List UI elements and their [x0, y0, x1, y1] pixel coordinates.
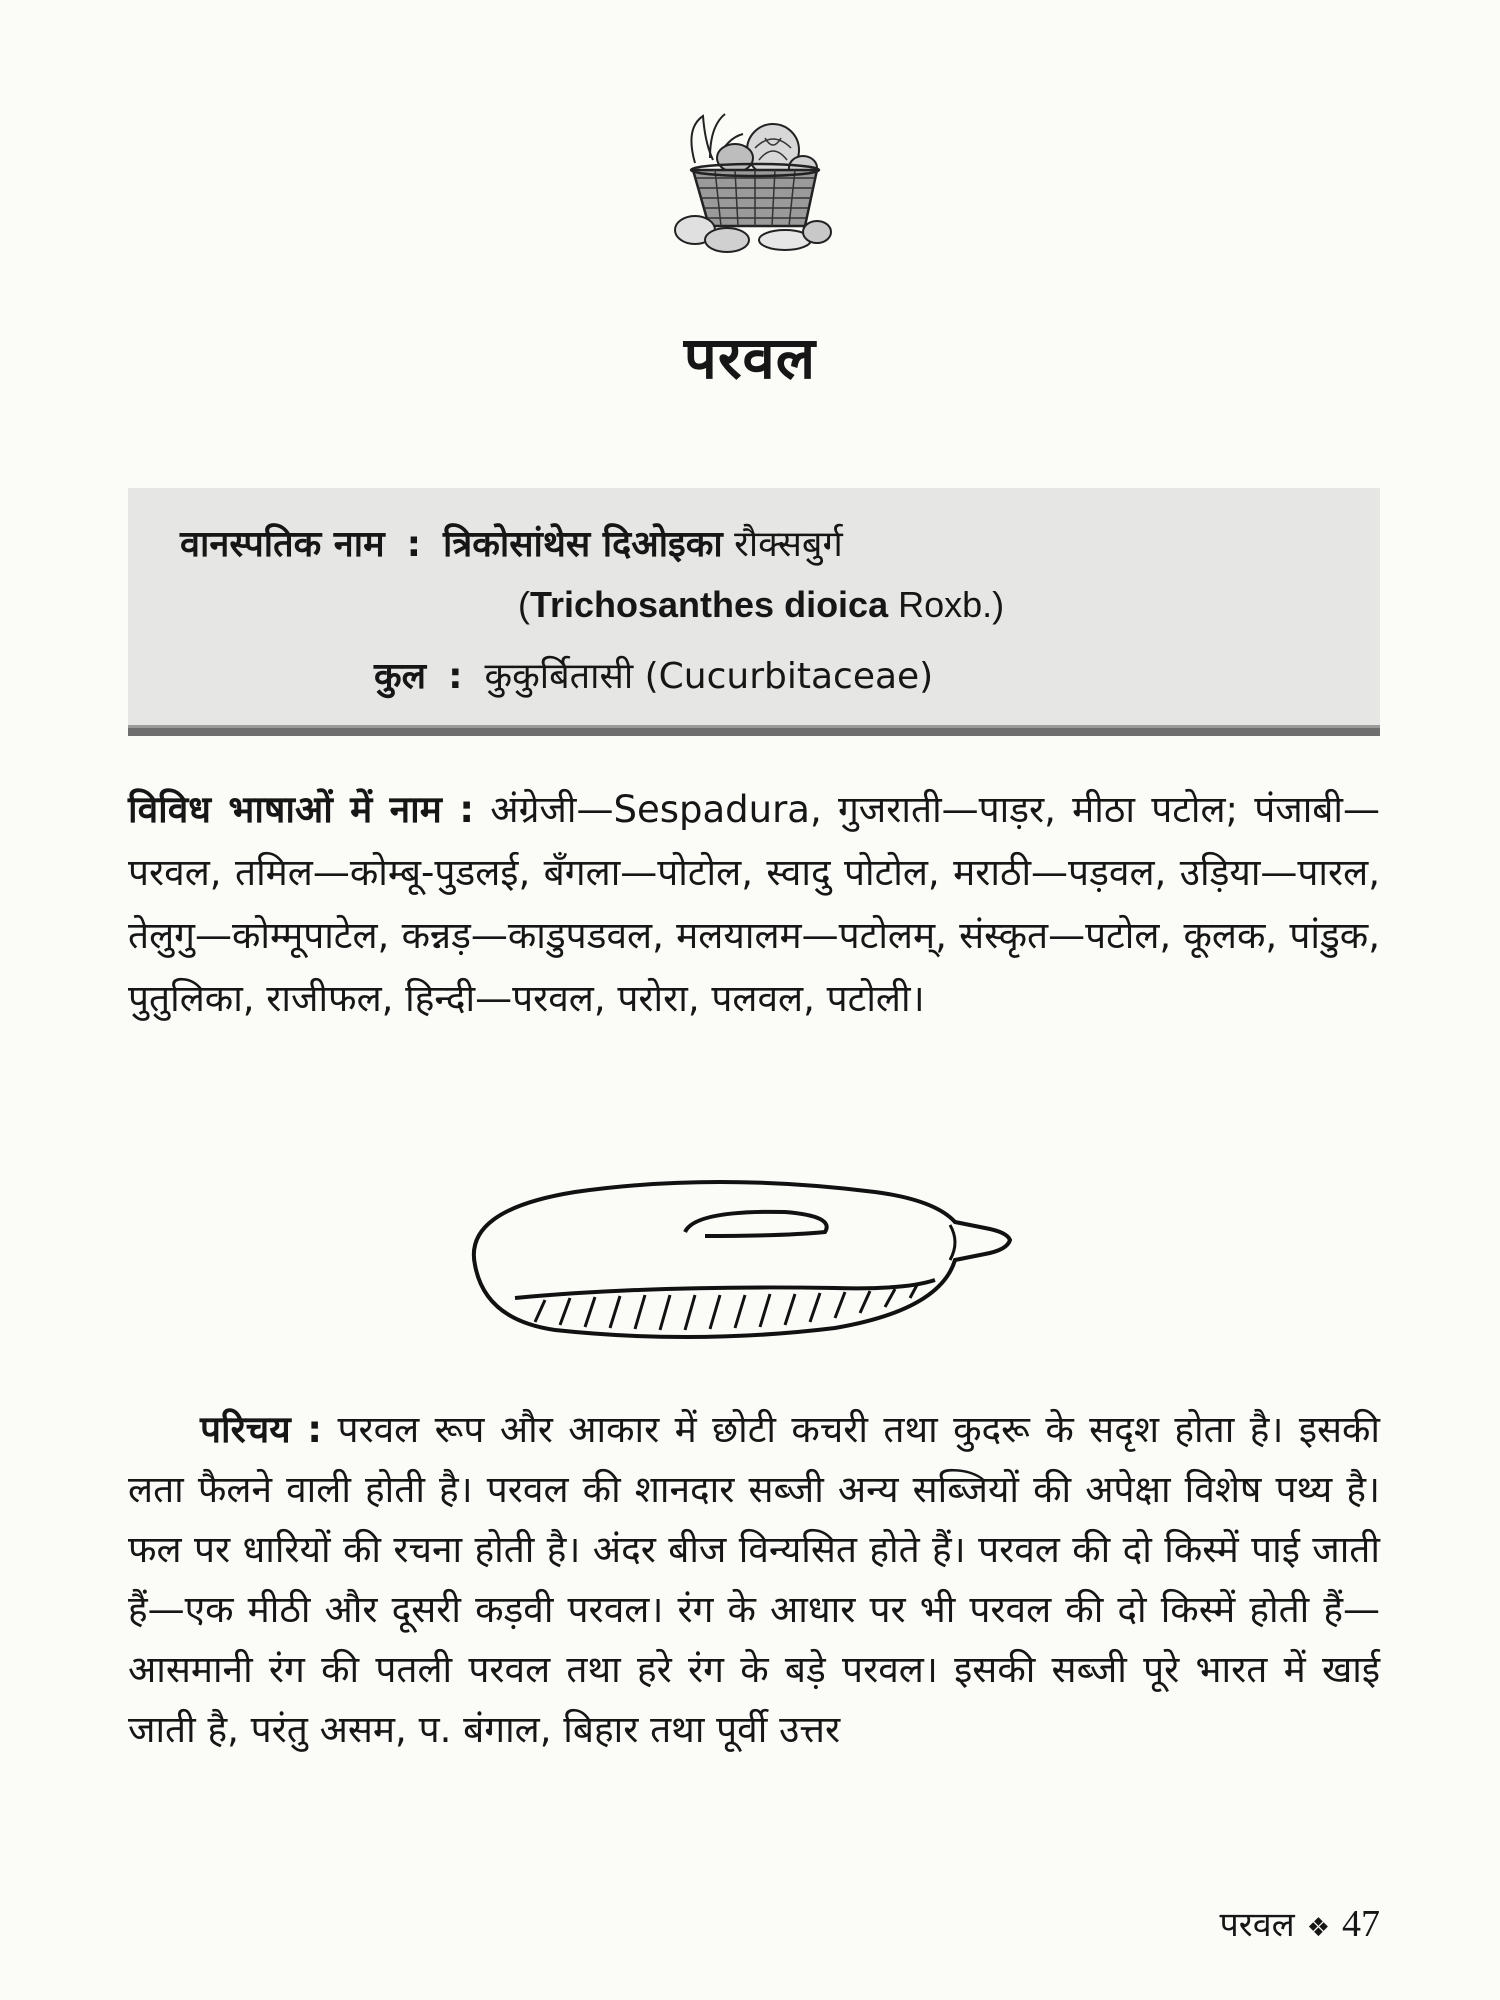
latin-author: Roxb.): [898, 584, 1005, 625]
ornament-icon: ❖: [1306, 1913, 1330, 1943]
regional-names-label: विविध भाषाओं में नाम :: [128, 788, 475, 831]
regional-names-paragraph: [128, 778, 1380, 1030]
family-separator: :: [448, 656, 463, 697]
latin-name-row: [518, 584, 1004, 626]
botanical-author-hindi: रौक्सबुर्ग: [734, 524, 843, 565]
introduction-label: परिचय :: [200, 1408, 323, 1451]
botanical-name-row: [180, 518, 843, 567]
page-title: परवल: [683, 324, 817, 392]
introduction-text: परवल रूप और आकार में छोटी कचरी तथा कुदरू के सदृश होता है। इसकी लता फैलने वाली होती है। परवल की शानदार सब्जी अन्य सब्जियों की अपेक्षा विशेष पथ्य है। फल पर धारियों की रचना होती है। अंदर बीज विन्यसित होते हैं। परवल की दो किस्में पाई जाती हैं—एक मीठी और दूसरी कड़वी परवल। रंग के आधार पर भी परवल की दो किस्में होती हैं—आसमानी रंग की पतली परवल तथा हरे रंग के बड़े परवल। इसकी सब्जी पूरे भारत में खाई जाती है, परंतु असम, प. बंगाल, बिहार तथा पूर्वी उत्तर: [128, 1408, 1380, 1751]
regional-names-text: अंग्रेजी—Sespadura, गुजराती—पाड़र, मीठा पटोल; पंजाबी—परवल, तमिल—कोम्बू-पुडलई, बँगला—पोटोल, स्वादु पोटोल, मराठी—पड़वल, उड़िया—पारल, तेलुगु—कोम्मूपाटेल, कन्नड़—काडुपडवल, मलयालम—पटोलम्, संस्कृत—पटोल, कूलक, पांडुक, पुतुलिका, राजीफल, हिन्दी—परवल, परोरा, पलवल, पटोली।: [128, 788, 1380, 1020]
botanical-name-hindi: त्रिकोसांथेस दिओइका: [443, 524, 723, 565]
page-number: 47: [1342, 1903, 1380, 1945]
botanical-separator: :: [406, 524, 422, 565]
botanical-name-label: वानस्पतिक नाम: [180, 524, 385, 565]
running-title: परवल: [1219, 1905, 1295, 1945]
botanical-info-box: [128, 488, 1380, 736]
introduction-paragraph: [128, 1400, 1380, 1760]
family-label: कुल: [374, 656, 427, 697]
latin-genus-species: Trichosanthes dioica: [530, 584, 889, 625]
parwal-drawing: [455, 1170, 1035, 1345]
vegetable-basket-icon: [665, 108, 835, 258]
family-row: [374, 650, 933, 699]
latin-open-paren: (: [518, 584, 530, 625]
page-footer: [1220, 1900, 1381, 1946]
family-value: कुकुर्बितासी (Cucurbitaceae): [484, 656, 934, 697]
